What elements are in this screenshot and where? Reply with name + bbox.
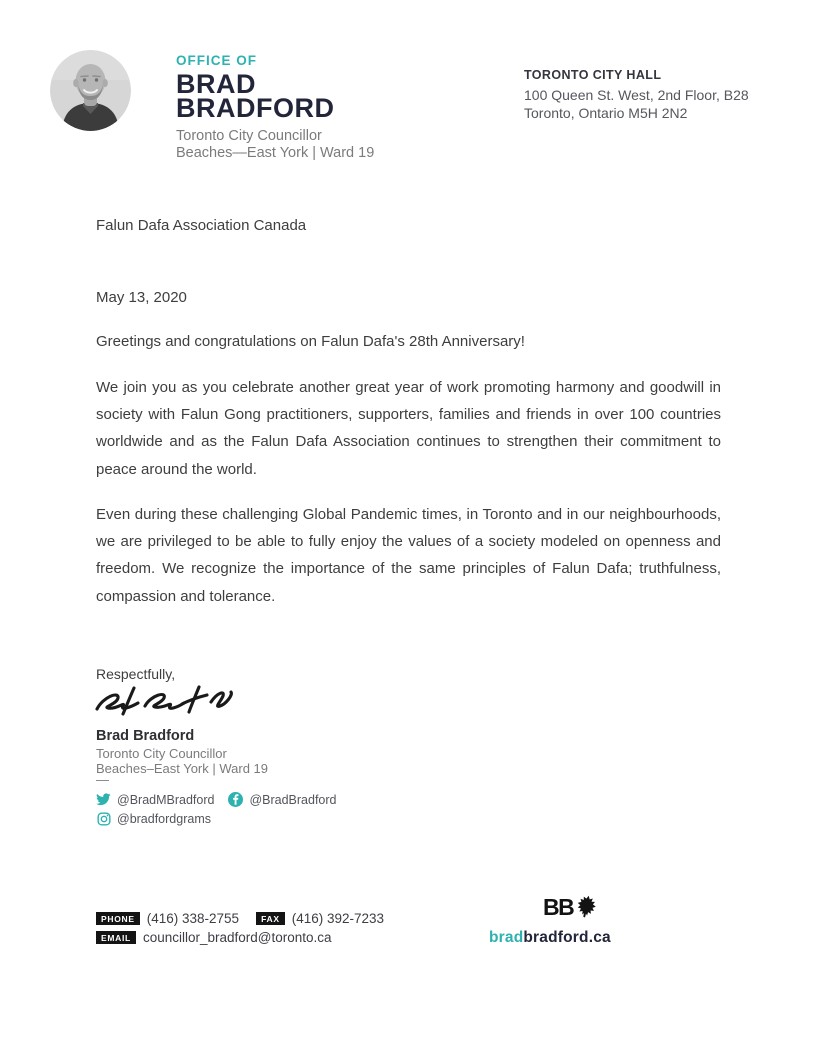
brand-name-line2: BRADFORD	[176, 93, 335, 123]
address-building: TORONTO CITY HALL	[524, 68, 662, 82]
website-url	[489, 929, 611, 947]
phone-number: (416) 338-2755	[146, 911, 240, 926]
email-badge: EMAIL	[96, 931, 136, 945]
brand-name-line1: BRAD	[176, 69, 256, 99]
bb-logo	[543, 895, 598, 924]
city-hall-address-block	[524, 68, 749, 122]
phone-badge: PHONE	[96, 912, 140, 926]
fax-badge: FAX	[256, 912, 285, 926]
closing-line: Respectfully,	[96, 666, 176, 682]
office-of-label: OFFICE OF	[176, 53, 257, 68]
recipient-line: Falun Dafa Association Canada	[96, 217, 307, 234]
handwritten-signature	[93, 680, 241, 725]
signature-divider: —	[96, 772, 109, 787]
office-brand-block	[176, 53, 374, 162]
brand-title: Toronto City Councillor	[176, 128, 322, 144]
headshot-portrait-icon	[50, 50, 131, 131]
twitter-handle: @BradMBradford	[117, 792, 215, 807]
facebook-handle: @BradBradford	[249, 792, 337, 807]
fax-number: (416) 392-7233	[291, 911, 385, 926]
paragraph-1: We join you as you celebrate another great year of work promoting harmony and goodwill in society with Falun Gong practitioners, supporters, families and friends in over 100 countries worldwide and as the Falun Dafa Association continues to strengthen their commitment to peace around the world.	[96, 379, 721, 478]
headshot-photo	[50, 50, 131, 131]
footer-contact-row-1	[96, 911, 394, 926]
website-url-rest: bradford.ca	[523, 929, 611, 946]
signatory-ward: Beaches–East York | Ward 19	[96, 761, 268, 776]
facebook-icon	[228, 792, 243, 807]
email-address: councillor_bradford@toronto.ca	[142, 930, 332, 945]
social-row-2	[96, 811, 219, 826]
greeting-line: Greetings and congratulations on Falun Dafa's 28th Anniversary!	[96, 333, 525, 350]
maple-leaf-icon	[571, 891, 601, 926]
address-line1: 100 Queen St. West, 2nd Floor, B28	[524, 87, 749, 103]
signature-scrawl-icon	[93, 680, 241, 720]
signatory-name: Brad Bradford	[96, 728, 195, 744]
instagram-icon	[96, 811, 111, 826]
bb-logo-text: BB	[543, 894, 574, 920]
date-line: May 13, 2020	[96, 289, 187, 306]
instagram-handle: @bradfordgrams	[117, 811, 211, 826]
signatory-title: Toronto City Councillor	[96, 746, 227, 761]
paragraph-2: Even during these challenging Global Pandemic times, in Toronto and in our neighbourhoods, we are privileged to be able to fully enjoy the values of a society modeled on openness and freedom. We recognize the importance of the same principles of Falun Dafa; truthfulness, compassion and tolerance.	[96, 506, 721, 605]
website-url-brad: brad	[489, 929, 524, 946]
twitter-icon	[96, 792, 111, 807]
footer-contact-row-2	[96, 930, 342, 945]
social-row-1	[96, 792, 345, 807]
brand-ward: Beaches—East York | Ward 19	[176, 145, 375, 161]
address-line2: Toronto, Ontario M5H 2N2	[524, 105, 688, 121]
